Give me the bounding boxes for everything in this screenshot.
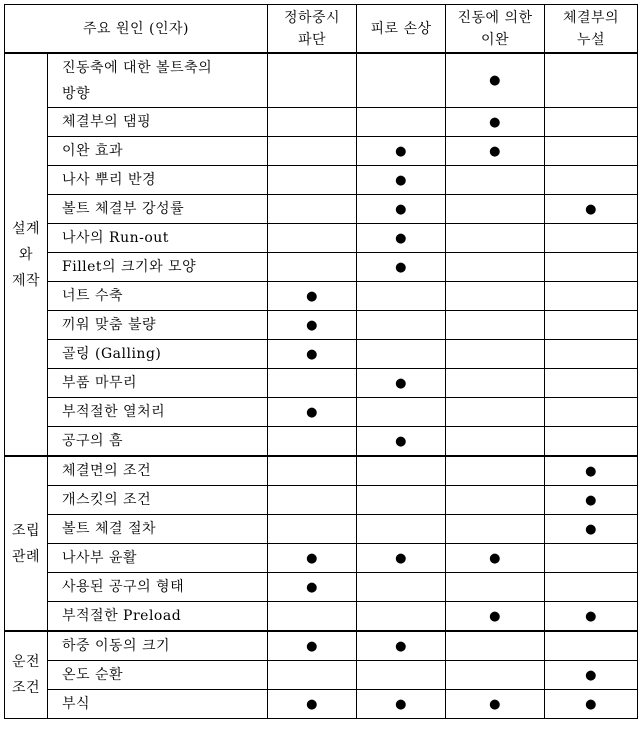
table-row (5, 108, 638, 137)
mark-cell (268, 195, 357, 224)
mark-cell (357, 108, 446, 137)
group-label-line: 조립 (11, 522, 41, 539)
mark-cell (446, 166, 545, 195)
factor-cell: 나사부 윤활 (48, 544, 268, 573)
mark-cell (545, 311, 638, 340)
factor-cell: 너트 수축 (48, 282, 268, 311)
group-label (5, 631, 48, 719)
mark-cell (446, 108, 545, 137)
mark-cell (268, 108, 357, 137)
factor-cell: 이완 효과 (48, 137, 268, 166)
bullet-icon: ● (306, 696, 318, 712)
bullet-icon: ● (306, 346, 318, 362)
failure-cause-table (4, 4, 638, 719)
mark-cell (545, 53, 638, 108)
bullet-icon: ● (489, 114, 501, 130)
mark-cell (268, 661, 357, 690)
mark-cell (357, 311, 446, 340)
mark-cell (268, 631, 357, 661)
mark-cell (268, 573, 357, 602)
bullet-icon: ● (306, 550, 318, 566)
table-row (5, 53, 638, 108)
bullet-icon: ● (306, 638, 318, 654)
bullet-icon: ● (306, 404, 318, 420)
mark-cell (357, 398, 446, 427)
mark-cell (545, 456, 638, 486)
bullet-icon: ● (585, 696, 597, 712)
group-label-line: 설계 (11, 220, 41, 237)
mark-cell (357, 544, 446, 573)
mark-cell (545, 369, 638, 398)
group-label-line: 제작 (11, 272, 41, 289)
mark-cell (545, 340, 638, 369)
factor-cell: 골링 (Galling) (48, 340, 268, 369)
bullet-icon: ● (489, 143, 501, 159)
mark-cell (545, 253, 638, 282)
mark-cell (357, 137, 446, 166)
bullet-icon: ● (395, 230, 407, 246)
factor-cell: 부적절한 열처리 (48, 398, 268, 427)
table-row (5, 602, 638, 632)
mark-cell (545, 137, 638, 166)
mark-cell (545, 544, 638, 573)
mark-cell (446, 398, 545, 427)
bullet-icon: ● (306, 288, 318, 304)
bullet-icon: ● (489, 550, 501, 566)
mark-cell (446, 602, 545, 632)
table-body (5, 53, 638, 719)
mark-cell (268, 398, 357, 427)
factor-cell: 나사의 Run-out (48, 224, 268, 253)
mark-cell (268, 311, 357, 340)
table-row (5, 486, 638, 515)
mark-cell (357, 690, 446, 719)
factor-cell: 하중 이동의 크기 (48, 631, 268, 661)
factor-cell: 볼트 체결 절차 (48, 515, 268, 544)
mark-cell (268, 224, 357, 253)
table-row (5, 195, 638, 224)
bullet-icon: ● (585, 492, 597, 508)
factor-cell: 공구의 흠 (48, 427, 268, 457)
mark-cell (446, 282, 545, 311)
mark-cell (357, 427, 446, 457)
bullet-icon: ● (395, 433, 407, 449)
factor-cell: Fillet의 크기와 모양 (48, 253, 268, 282)
mark-cell (357, 573, 446, 602)
header-static-fracture-line1: 정하중시 (283, 9, 341, 26)
mark-cell (357, 602, 446, 632)
factor-line: 방향 (62, 85, 91, 102)
mark-cell (268, 282, 357, 311)
bullet-icon: ● (306, 317, 318, 333)
factor-cell: 개스킷의 조건 (48, 486, 268, 515)
mark-cell (446, 690, 545, 719)
table-row (5, 456, 638, 486)
table-row (5, 166, 638, 195)
group-label-line: 조건 (11, 680, 41, 696)
mark-cell (268, 486, 357, 515)
header-main-cause: 주요 원인 (인자) (5, 5, 268, 54)
factor-cell: 볼트 체결부 강성률 (48, 195, 268, 224)
mark-cell (357, 195, 446, 224)
mark-cell (545, 108, 638, 137)
header-vibration-loosening-line2: 이완 (480, 31, 510, 48)
header-vibration-loosening (446, 5, 545, 54)
mark-cell (357, 456, 446, 486)
bullet-icon: ● (585, 463, 597, 479)
bullet-icon: ● (489, 608, 501, 624)
mark-cell (545, 661, 638, 690)
factor-cell: 끼워 맞춤 불량 (48, 311, 268, 340)
bullet-icon: ● (585, 521, 597, 537)
table-row (5, 398, 638, 427)
mark-cell (545, 427, 638, 457)
mark-cell (545, 690, 638, 719)
table-row (5, 253, 638, 282)
group-label (5, 53, 48, 456)
table-row (5, 282, 638, 311)
mark-cell (545, 282, 638, 311)
mark-cell (268, 544, 357, 573)
bullet-icon: ● (489, 696, 501, 712)
mark-cell (268, 427, 357, 457)
header-vibration-loosening-line1: 진동에 의한 (457, 9, 533, 26)
mark-cell (357, 340, 446, 369)
bullet-icon: ● (395, 201, 407, 217)
mark-cell (357, 253, 446, 282)
mark-cell (545, 631, 638, 661)
mark-cell (357, 631, 446, 661)
mark-cell (446, 340, 545, 369)
group-label-line: 와 (18, 246, 34, 263)
mark-cell (545, 515, 638, 544)
bullet-icon: ● (306, 579, 318, 595)
table-row (5, 661, 638, 690)
header-joint-leakage-line1: 체결부의 (562, 9, 620, 26)
mark-cell (268, 137, 357, 166)
mark-cell (545, 398, 638, 427)
mark-cell (446, 427, 545, 457)
bullet-icon: ● (585, 667, 597, 683)
mark-cell (268, 369, 357, 398)
mark-cell (545, 573, 638, 602)
header-static-fracture-line2: 파단 (297, 31, 327, 48)
group-label-line: 운전 (11, 654, 41, 670)
bullet-icon: ● (395, 259, 407, 275)
mark-cell (357, 486, 446, 515)
table-row (5, 224, 638, 253)
factor-cell: 사용된 공구의 형태 (48, 573, 268, 602)
factor-cell: 온도 순환 (48, 661, 268, 690)
mark-cell (268, 53, 357, 108)
mark-cell (357, 515, 446, 544)
table-row (5, 690, 638, 719)
table-row (5, 544, 638, 573)
mark-cell (446, 661, 545, 690)
bullet-icon: ● (395, 696, 407, 712)
mark-cell (268, 602, 357, 632)
mark-cell (446, 253, 545, 282)
table-row (5, 427, 638, 457)
mark-cell (446, 486, 545, 515)
header-joint-leakage (545, 5, 638, 54)
mark-cell (446, 53, 545, 108)
bullet-icon: ● (585, 201, 597, 217)
mark-cell (357, 369, 446, 398)
bullet-icon: ● (395, 172, 407, 188)
mark-cell (446, 369, 545, 398)
mark-cell (446, 544, 545, 573)
mark-cell (268, 253, 357, 282)
factor-cell: 나사 뿌리 반경 (48, 166, 268, 195)
mark-cell (357, 166, 446, 195)
table-row (5, 369, 638, 398)
mark-cell (357, 282, 446, 311)
factor-cell (48, 53, 268, 108)
mark-cell (545, 602, 638, 632)
mark-cell (545, 166, 638, 195)
factor-cell: 부품 마무리 (48, 369, 268, 398)
mark-cell (268, 690, 357, 719)
header-fatigue-damage: 피로 손상 (357, 5, 446, 54)
factor-line: 진동축에 대한 볼트축의 (62, 59, 213, 76)
mark-cell (268, 166, 357, 195)
mark-cell (357, 224, 446, 253)
bullet-icon: ● (395, 638, 407, 654)
mark-cell (268, 456, 357, 486)
mark-cell (446, 573, 545, 602)
mark-cell (268, 515, 357, 544)
mark-cell (446, 195, 545, 224)
mark-cell (357, 661, 446, 690)
table-row (5, 311, 638, 340)
mark-cell (545, 224, 638, 253)
bullet-icon: ● (585, 608, 597, 624)
table-row (5, 573, 638, 602)
table-row (5, 631, 638, 661)
factor-cell: 부적절한 Preload (48, 602, 268, 632)
mark-cell (446, 311, 545, 340)
factor-cell: 체결부의 댐핑 (48, 108, 268, 137)
mark-cell (357, 53, 446, 108)
mark-cell (446, 515, 545, 544)
header-joint-leakage-line2: 누설 (576, 31, 606, 48)
table-row (5, 340, 638, 369)
bullet-icon: ● (489, 73, 501, 88)
factor-cell: 체결면의 조건 (48, 456, 268, 486)
factor-cell: 부식 (48, 690, 268, 719)
table-row (5, 515, 638, 544)
mark-cell (268, 340, 357, 369)
mark-cell (446, 224, 545, 253)
mark-cell (545, 486, 638, 515)
group-label-line: 관례 (11, 548, 41, 565)
mark-cell (446, 456, 545, 486)
bullet-icon: ● (395, 143, 407, 159)
table-header (5, 5, 638, 54)
mark-cell (545, 195, 638, 224)
table-row (5, 137, 638, 166)
bullet-icon: ● (395, 375, 407, 391)
mark-cell (446, 631, 545, 661)
bullet-icon: ● (395, 550, 407, 566)
header-static-fracture (268, 5, 357, 54)
mark-cell (446, 137, 545, 166)
group-label (5, 456, 48, 631)
